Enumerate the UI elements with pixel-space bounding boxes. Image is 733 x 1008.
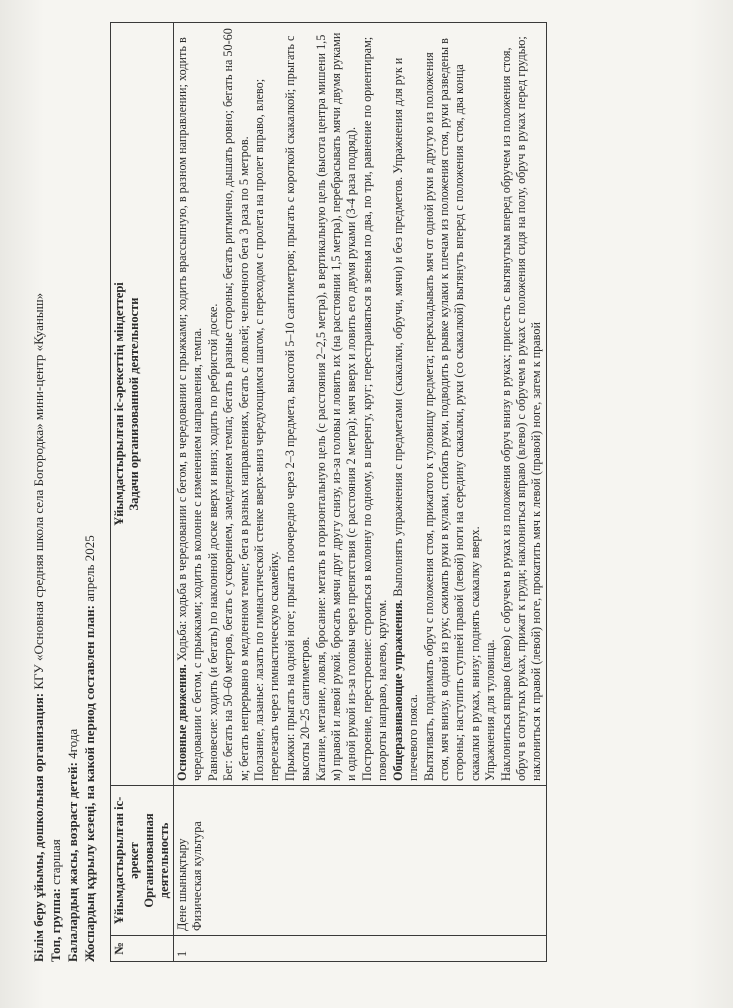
group-line — [47, 22, 64, 962]
document-header — [30, 22, 98, 962]
table-header-row — [111, 23, 174, 962]
jump-paragraph: Прыжки: прыгать на одной ноге; прыгать поочередно через 2–3 предмета, высотой 5–10 сантиметров; прыгать с короткой скакалкой; прыгать с высоты 20–25 сантиметров. — [282, 35, 313, 781]
row-tasks — [174, 23, 547, 786]
header-activity-kz: Ұйымдастырылған іс-әрекет — [112, 796, 141, 925]
period-value: апрель 2025 — [82, 535, 97, 602]
group-label: Топ, группа: — [48, 888, 63, 962]
header-tasks-ru: Задачи организованной деятельности — [127, 297, 141, 511]
period-label: Жоспардың құрылу кезеңі, на какой период составлен план: — [82, 605, 97, 962]
age-line — [64, 22, 81, 962]
org-label: Білім беру ұйымы, дошкольная организация: — [31, 692, 46, 962]
activity-kz: Дене шынықтыру — [175, 838, 189, 931]
run-paragraph: Бег: бегать на 50–60 метров, бегать с ускорением, замедлением темпа; бегать в разные стороны; бегать ритмично, дышать ровно; бегать на 50-60 м; бегать непрерывно в медленном темпе; бега в разных направлениях, бегать с ловлей; челночного бега 3 раза по 5 метров. — [221, 28, 251, 781]
walk-text: : ходьба в чередовании с бегом, в чередовании с прыжками; ходить врассыпную, в разном направлении; ходить в чередовании с бегом, с прыжками; ходить в колонне с изменением направления, темпа. — [175, 37, 205, 781]
basic-title: Основные движения. — [175, 664, 189, 781]
table-row — [174, 23, 547, 962]
general-paragraph — [391, 27, 422, 781]
throw-paragraph: Катание, метание, ловля, бросание: метать в горизонтальную цель (с расстояния 2–2,5 метра), в вертикальную цель (высота центра мишени 1,5 м) правой и левой рукой. бросать мячи друг другу снизу, из-за головы и ловить их (на расстоянии 1,5 метра), перебрасывать мячи двумя руками и одной рукой из-за головы через препятствия (с расстояния 2 метра); мяч вверх и ловить его двумя руками (3-4 раза подряд). — [313, 32, 359, 781]
age-value: 4года — [65, 728, 80, 759]
plan-table — [110, 22, 547, 962]
age-label: Балалардың жасы, возраст детей: — [65, 762, 80, 962]
document-sheet — [30, 22, 720, 962]
row-num: 1 — [174, 936, 547, 962]
arms-paragraph: Вытягивать, поднимать обруч с положения стоя, прижатого к туловищу предмета; перекладывать мяч от одной руки в другую из положения стоя, мяч внизу, в одной из рук; сжимать руки в кулаки, сгибать руки, подводить в рывке кулаки к плечам из положения стоя, руки разведены в стороны; наступить ступней правой (левой) ноги на середину скакалки, руки (со скакалкой) вытянуть вперед с положения стоя, два конца скакалки в руках, внизу; поднять скакалку вверх. — [421, 38, 482, 781]
org-value: КГУ «Основная средняя школа села Богородка» мини-центр «Куаныш» — [31, 292, 46, 690]
general-text: Выполнять упражнения с предметами (скакалки, обручи, мячи) и без предметов. Упражнения для рук и плечевого пояса. — [390, 57, 421, 781]
header-activity — [111, 786, 174, 936]
period-line — [81, 22, 98, 962]
header-tasks — [111, 23, 174, 786]
general-title: Общеразвивающие упражнения. — [390, 599, 405, 781]
formation-paragraph: Построение, перестроение: строиться в колонну по одному, в шеренгу, круг; перестраиваться в звенья по два, по три, равнение по ориентирам; повороты направо, налево, кругом. — [359, 36, 390, 781]
header-tasks-kz: Ұйымдастырылған іс-әрекеттің міндеттері — [112, 282, 126, 526]
org-line — [30, 22, 47, 962]
group-value: старшая — [48, 839, 63, 885]
crawl-paragraph: Ползание, лазанье: лазать по гимнастической стенке вверх-вниз чередующимся шагом, с переходом с пролета на пролет вправо, влево; перелезать через гимнастическую скамейку. — [252, 78, 282, 781]
activity-ru: Физическая культура — [190, 821, 205, 931]
header-activity-ru: Организованная деятельность — [142, 813, 171, 908]
header-num: № — [111, 936, 174, 962]
walk-paragraph — [175, 27, 206, 781]
torso-title: Упражнения для туловища. — [483, 639, 498, 781]
balance-paragraph: Равновесие: ходить (и бегать) по наклонной доске вверх и вниз; ходить по ребристой доске. — [205, 303, 220, 781]
walk-label: Ходьба — [175, 623, 189, 662]
row-activity — [174, 786, 547, 936]
torso-paragraph: Наклониться вправо (влево) с обручем в руках из положения обруч внизу в руках; присесть с вытянутым вперед обручем из положения стоя, обруч в согнутых руках, прижат к груди; наклониться вправо (влево) с обручем в руках с положения сидя на полу, обруч в руках перед грудью; наклониться к правой (левой) ноге, прокатить мяч к левой (правой) ноге, затем к правой — [498, 36, 544, 781]
